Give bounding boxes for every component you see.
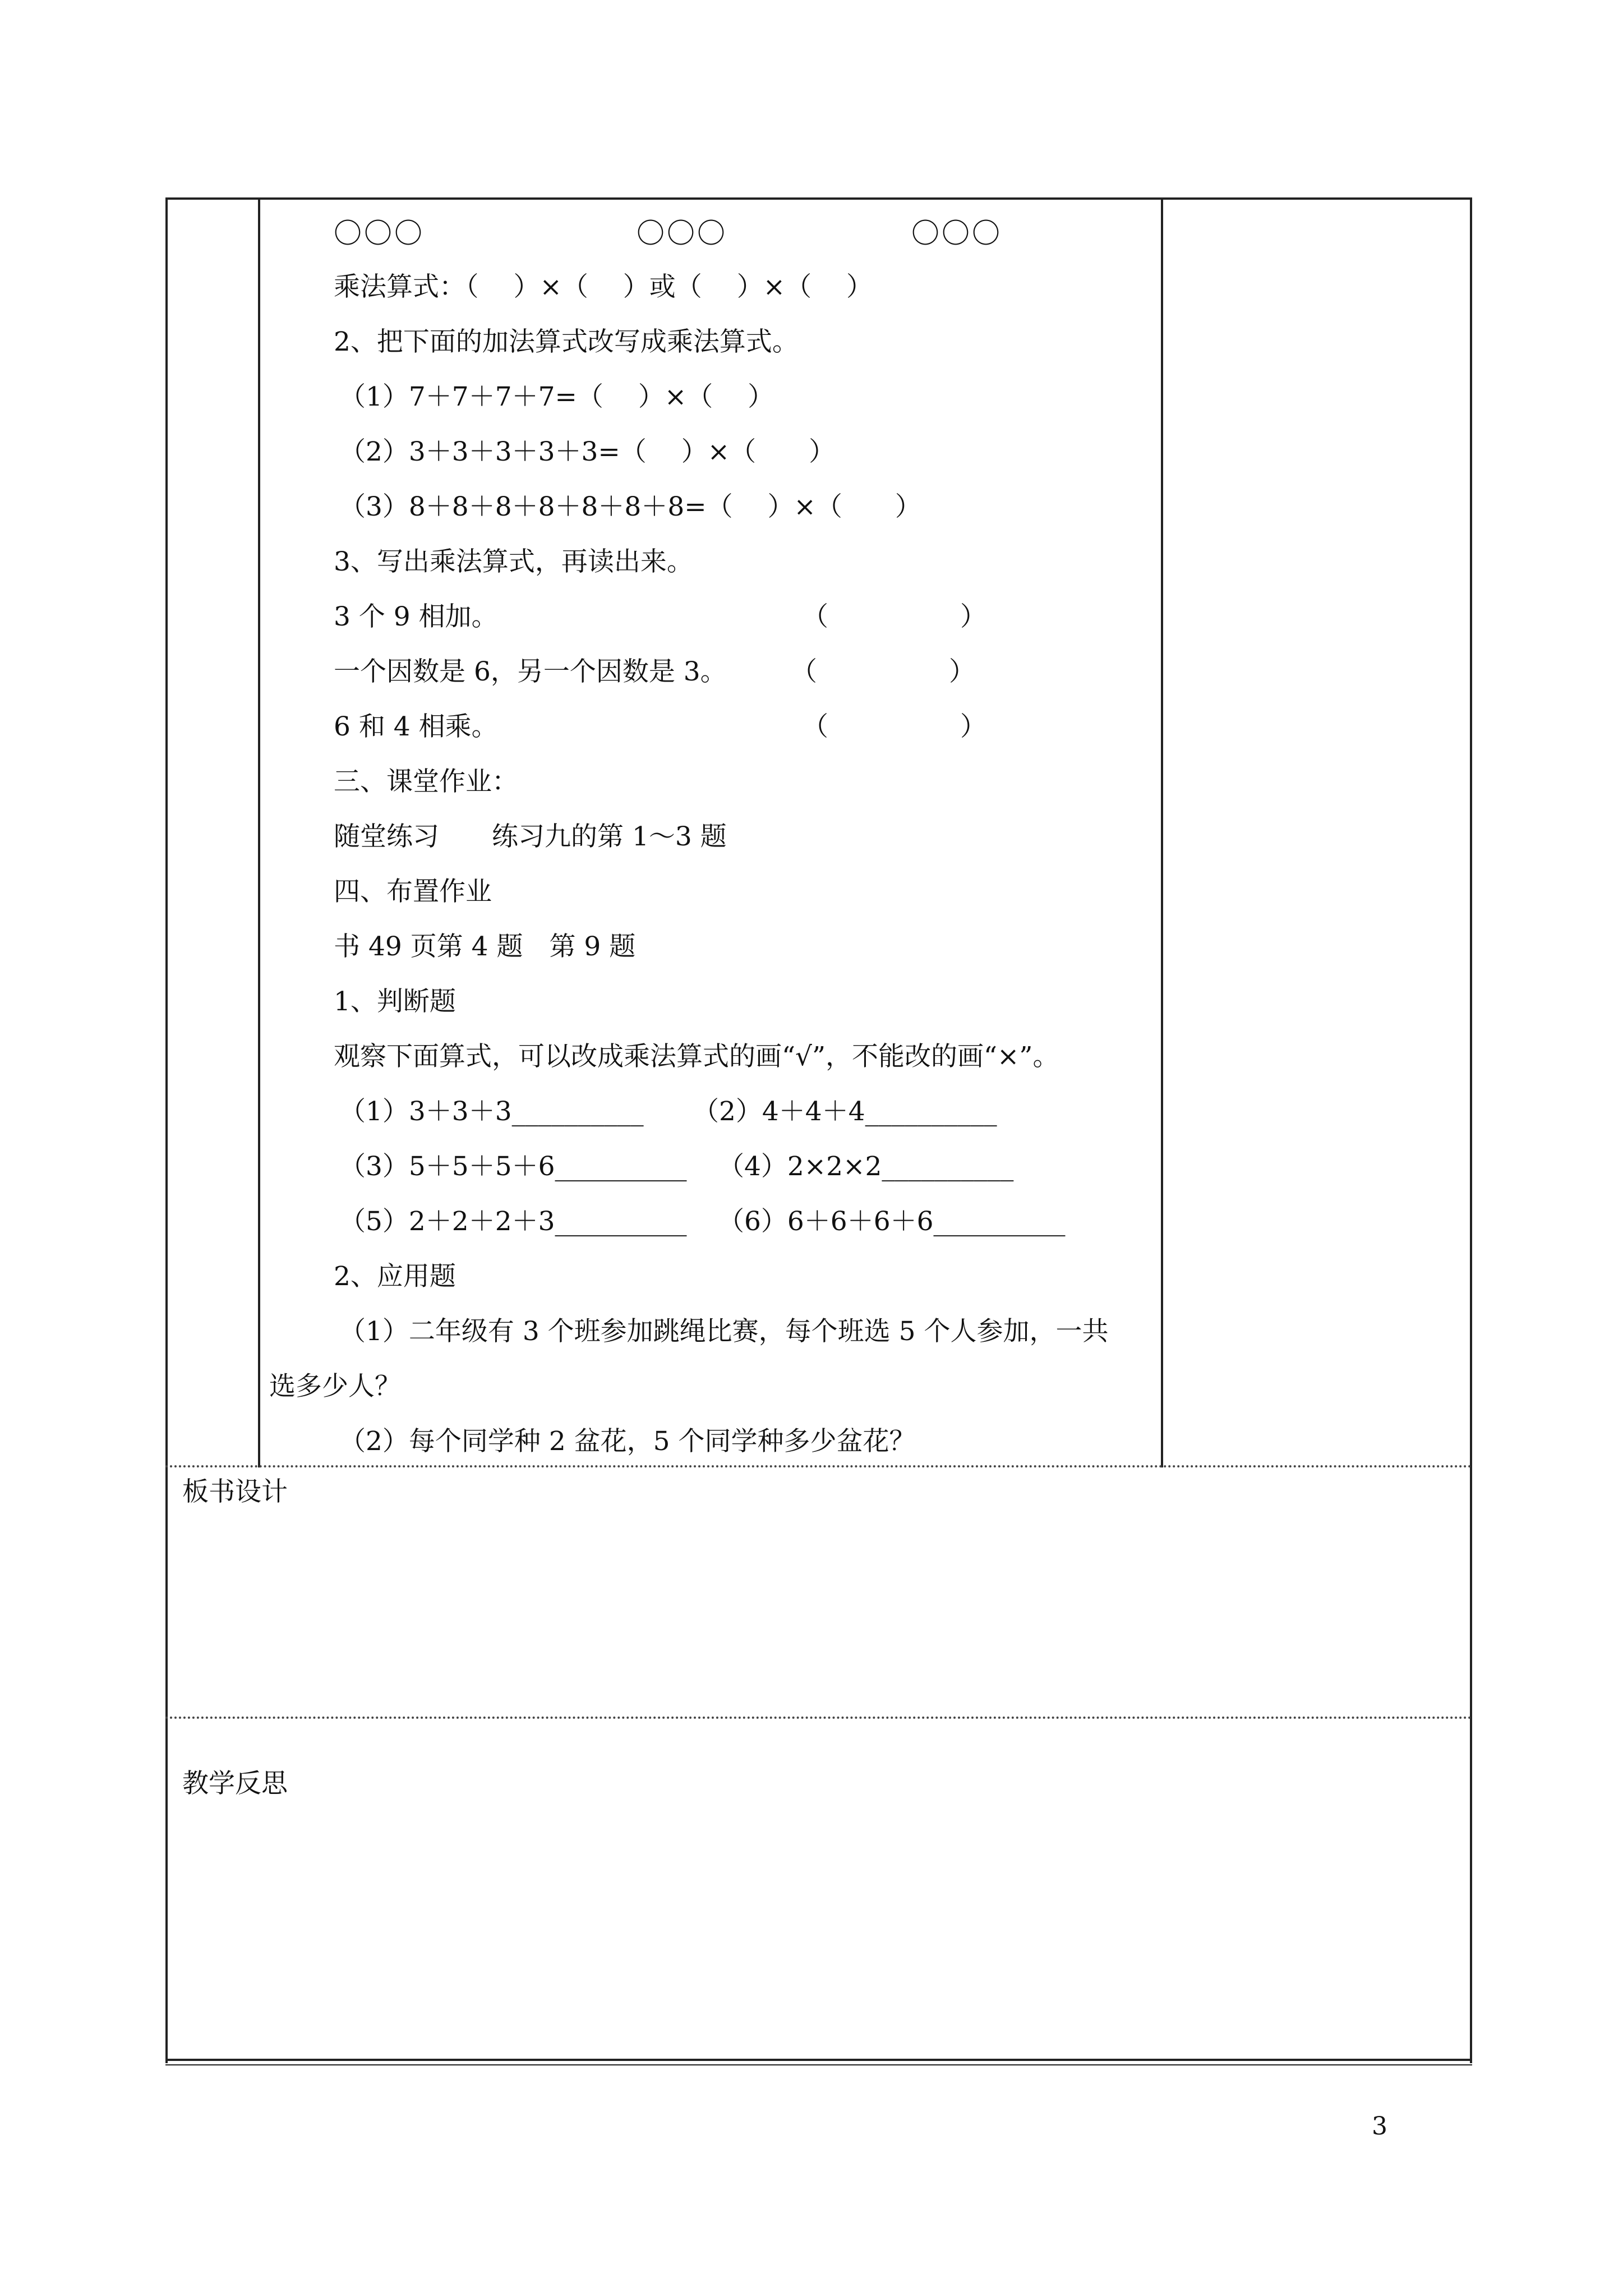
question-3-blank-1: （ ） [802,601,986,632]
table-right-border [1470,197,1472,2063]
question-3-blank-2: （ ） [791,656,975,687]
section-3-title: 三、课堂作业： [334,766,518,797]
apply-item-1-line-2: 选多少人？ [269,1371,401,1402]
section-4-title: 四、布置作业 [334,876,492,907]
question-2-title: 2、把下面的加法算式改写成乘法算式。 [334,326,799,357]
circles-group-3: 〇〇〇 [911,217,1002,250]
question-2-item-1: （1）7＋7＋7＋7=（ ）×（ ） [339,381,774,412]
judge-title: 1、判断题 [334,986,456,1017]
section-4-content: 书 49 页第 4 题 第 9 题 [334,931,636,962]
judge-instruction: 观察下面算式，可以改成乘法算式的画“√”，不能改的画“×”。 [334,1041,1059,1072]
table-left-border [165,197,168,2063]
judge-item-4: （4）2×2×2__________ [718,1151,1014,1182]
question-3-item-1: 3 个 9 相加。 [334,601,498,632]
judge-item-5: （5）2＋2＋2＋3__________ [339,1206,687,1237]
table-bottom-border [165,2059,1472,2061]
question-3-title: 3、写出乘法算式，再读出来。 [334,546,693,577]
row-divider-reflection [165,1717,1472,1719]
apply-title: 2、应用题 [334,1261,456,1292]
question-3-item-2: 一个因数是 6，另一个因数是 3。 [334,656,727,687]
judge-item-2: （2）4＋4＋4__________ [693,1096,997,1127]
section-3-content: 随堂练习 练习九的第 1～3 题 [334,821,727,852]
judge-item-6: （6）6＋6＋6＋6__________ [718,1206,1066,1237]
col-divider-2 [1161,197,1163,1467]
multiplication-formula-line: 乘法算式：（ ）×（ ）或（ ）×（ ） [334,272,873,302]
reflection-label: 教学反思 [182,1768,288,1799]
col-divider-1 [258,197,260,1467]
apply-item-1-line-1: （1）二年级有 3 个班参加跳绳比赛，每个班选 5 个人参加，一共 [339,1316,1109,1347]
page-number: 3 [1372,2112,1387,2141]
row-divider-board [165,1465,1472,1467]
judge-item-3: （3）5＋5＋5＋6__________ [339,1151,687,1182]
question-3-item-3: 6 和 4 相乘。 [334,711,498,742]
table-bottom-border-double [165,2064,1472,2065]
table-top-border [165,197,1472,200]
question-2-item-3: （3）8＋8＋8＋8＋8＋8＋8=（ ）×（ ） [339,491,921,522]
judge-item-1: （1）3＋3＋3__________ [339,1096,644,1127]
circles-group-2: 〇〇〇 [637,217,727,250]
circles-group-1: 〇〇〇 [334,217,425,250]
question-2-item-2: （2）3＋3＋3＋3＋3=（ ）×（ ） [339,436,836,467]
question-3-blank-3: （ ） [802,711,986,742]
apply-item-2: （2）每个同学种 2 盆花，5 个同学种多少盆花？ [339,1426,916,1457]
board-design-label: 板书设计 [182,1476,288,1507]
